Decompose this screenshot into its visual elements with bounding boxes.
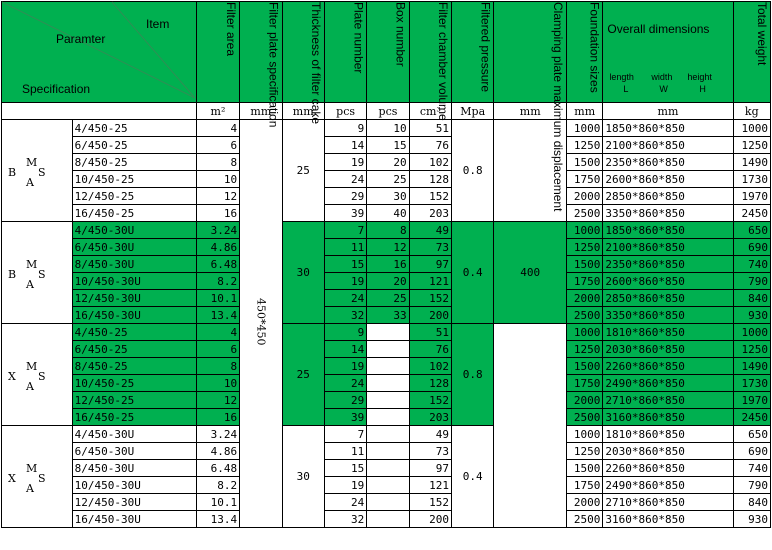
group-label-cell [2,120,73,222]
area-cell: 8 [196,358,239,375]
plate-spec-cell [240,120,282,528]
unit-pressure: Mpa [452,103,494,120]
model-cell: 12/450-30U [72,290,196,307]
group-label-mid: A [26,278,34,291]
area-cell: 8.2 [196,273,239,290]
area-cell: 16 [196,409,239,426]
foundation-cell: 1000 [567,222,603,239]
weight-cell: 840 [733,494,770,511]
foundation-cell: 2000 [567,494,603,511]
group-label-right: S [38,472,46,485]
weight-cell: 1730 [733,375,770,392]
l-label: L [623,84,629,94]
unit-spec-cell [2,103,197,120]
thickness-cell: 25 [282,324,324,426]
table-row [2,154,771,171]
overall-dimensions-cell: 2710*860*850 [603,392,733,409]
model-cell: 10/450-30U [72,273,196,290]
overall-dimensions-cell: 2100*860*850 [603,137,733,154]
volume-cell: 152 [409,494,451,511]
length-label: length [609,72,634,82]
displacement-cell: 400 [494,222,567,324]
foundation-cell: 1000 [567,426,603,443]
plate-count-cell: 32 [324,307,366,324]
volume-cell: 152 [409,290,451,307]
unit-volume: cm³ [409,103,451,120]
volume-cell: 76 [409,341,451,358]
table-row [2,205,771,222]
model-cell: 8/450-25 [72,358,196,375]
area-cell: 6 [196,137,239,154]
total-weight-header: Total weight [733,2,770,103]
height-label: height [687,72,712,82]
table-row [2,171,771,188]
volume-cell: 200 [409,307,451,324]
group-label-top: M [26,462,38,475]
box-count-cell: 25 [367,290,409,307]
area-cell: 6.48 [196,460,239,477]
width-label: width [651,72,673,82]
unit-thickness: mm [282,103,324,120]
table-row [2,324,771,341]
overall-dimensions-cell: 3160*860*850 [603,409,733,426]
foundation-cell: 1250 [567,341,603,358]
plate-count-cell: 24 [324,494,366,511]
volume-cell: 73 [409,239,451,256]
area-cell: 10.1 [196,494,239,511]
h-label: H [699,84,706,94]
model-cell: 12/450-25 [72,392,196,409]
volume-cell: 128 [409,171,451,188]
model-cell: 16/450-30U [72,511,196,528]
overall-dimensions-cell: 3350*860*850 [603,307,733,324]
overall-dimensions-cell: 2260*860*850 [603,460,733,477]
item-label: Item [146,17,170,31]
overall-dimensions-cell: 1810*860*850 [603,324,733,341]
table-row [2,460,771,477]
area-cell: 13.4 [196,511,239,528]
foundation-cell: 1500 [567,460,603,477]
weight-cell: 690 [733,239,770,256]
weight-cell: 1490 [733,358,770,375]
plate-count-cell: 39 [324,409,366,426]
volume-cell: 97 [409,256,451,273]
group-label-cell [2,426,73,528]
weight-cell: 650 [733,222,770,239]
overall-dimensions-cell: 2100*860*850 [603,239,733,256]
area-cell: 4.86 [196,443,239,460]
volume-cell: 51 [409,120,451,137]
table-row [2,392,771,409]
foundation-cell: 2000 [567,290,603,307]
volume-cell: 200 [409,511,451,528]
specification-label: Specification [22,82,91,96]
model-cell: 6/450-25 [72,137,196,154]
weight-cell: 1730 [733,171,770,188]
unit-plate: pcs [324,103,366,120]
volume-cell: 76 [409,137,451,154]
displacement-blank-bottom [494,324,567,528]
weight-cell: 690 [733,443,770,460]
weight-cell: 1970 [733,188,770,205]
box-count-cell: 40 [367,205,409,222]
weight-cell: 1250 [733,137,770,154]
thickness-cell: 25 [282,120,324,222]
group-label-cell [2,222,73,324]
group-label-right: S [38,268,46,281]
overall-dimensions-cell: 1810*860*850 [603,426,733,443]
plate-count-cell: 24 [324,290,366,307]
weight-cell: 2450 [733,409,770,426]
box-count-cell [367,511,409,528]
weight-cell: 790 [733,273,770,290]
header-row [2,2,771,103]
overall-dimensions-cell: 2030*860*850 [603,443,733,460]
weight-cell: 740 [733,256,770,273]
plate-count-cell: 14 [324,341,366,358]
foundation-sizes-header: Foundation sizes [567,2,603,103]
foundation-cell: 2500 [567,307,603,324]
table-row [2,120,771,137]
group-label-top: M [26,258,38,271]
weight-cell: 1250 [733,341,770,358]
box-count-cell [367,324,409,341]
volume-cell: 49 [409,426,451,443]
volume-cell: 102 [409,358,451,375]
box-count-cell: 12 [367,239,409,256]
overall-dimensions-cell: 2350*860*850 [603,256,733,273]
group-label-left: X [8,370,16,383]
overall-dimensions-cell: 3350*860*850 [603,205,733,222]
thickness-cell: 30 [282,426,324,528]
table-row [2,409,771,426]
model-cell: 6/450-25 [72,341,196,358]
group-label-cell [2,324,73,426]
area-cell: 3.24 [196,426,239,443]
box-count-cell: 8 [367,222,409,239]
box-count-cell: 16 [367,256,409,273]
volume-cell: 121 [409,273,451,290]
weight-cell: 740 [733,460,770,477]
plate-count-cell: 19 [324,477,366,494]
table-row [2,137,771,154]
model-cell: 4/450-25 [72,120,196,137]
box-count-cell [367,477,409,494]
unit-area: m² [196,103,239,120]
model-cell: 4/450-25 [72,324,196,341]
overall-dimensions-cell: 2260*860*850 [603,358,733,375]
area-cell: 6.48 [196,256,239,273]
cake-thickness-header: Thickness of filter cake [282,2,324,103]
volume-cell: 152 [409,188,451,205]
overall-dimensions-cell: 2490*860*850 [603,375,733,392]
weight-cell: 1490 [733,154,770,171]
plate-spec-value: 450*450 [254,298,268,346]
plate-count-cell: 19 [324,154,366,171]
group-label-left: B [8,166,17,179]
foundation-cell: 2500 [567,205,603,222]
box-count-cell: 15 [367,137,409,154]
table-row [2,426,771,443]
overall-dimensions-title: Overall dimensions [607,22,710,36]
foundation-cell: 1250 [567,137,603,154]
unit-foundation: mm [567,103,603,120]
box-count-cell [367,341,409,358]
plate-count-cell: 9 [324,324,366,341]
overall-dimensions-cell: 2600*860*850 [603,273,733,290]
pressure-cell: 0.8 [452,324,494,426]
model-cell: 6/450-30U [72,443,196,460]
table-row [2,358,771,375]
box-count-cell [367,460,409,477]
area-cell: 12 [196,392,239,409]
pressure-cell: 0.4 [452,222,494,324]
table-row [2,188,771,205]
box-count-cell [367,409,409,426]
area-cell: 10.1 [196,290,239,307]
overall-dimensions-cell: 1850*860*850 [603,222,733,239]
unit-weight: kg [733,103,770,120]
plate-number-header: Plate number [324,2,366,103]
foundation-cell: 1000 [567,120,603,137]
table-row [2,375,771,392]
box-count-cell: 25 [367,171,409,188]
table-row [2,290,771,307]
volume-cell: 152 [409,392,451,409]
overall-dimensions-cell: 2850*860*850 [603,188,733,205]
foundation-cell: 2500 [567,409,603,426]
plate-count-cell: 32 [324,511,366,528]
filtered-pressure-header: Filtered pressure [452,2,494,103]
model-cell: 12/450-25 [72,188,196,205]
overall-dimensions-header [603,2,733,103]
model-cell: 12/450-30U [72,494,196,511]
group-label-mid: A [26,380,34,393]
foundation-cell: 1750 [567,477,603,494]
plate-count-cell: 19 [324,358,366,375]
table-row [2,256,771,273]
weight-cell: 1970 [733,392,770,409]
item-parameter-header [2,2,197,103]
area-cell: 8 [196,154,239,171]
overall-dimensions-cell: 2030*860*850 [603,341,733,358]
model-cell: 10/450-25 [72,375,196,392]
model-cell: 16/450-25 [72,205,196,222]
overall-dimensions-cell: 2850*860*850 [603,290,733,307]
box-count-cell [367,494,409,511]
unit-displacement: mm [494,103,567,120]
foundation-cell: 1500 [567,358,603,375]
overall-dimensions-cell: 2350*860*850 [603,154,733,171]
foundation-cell: 1750 [567,273,603,290]
area-cell: 10 [196,375,239,392]
plate-count-cell: 11 [324,239,366,256]
volume-cell: 73 [409,443,451,460]
model-cell: 8/450-30U [72,256,196,273]
weight-cell: 840 [733,290,770,307]
unit-plate-spec: mm [240,103,282,120]
box-count-cell: 10 [367,120,409,137]
table-row [2,273,771,290]
foundation-cell: 1750 [567,171,603,188]
plate-count-cell: 7 [324,426,366,443]
box-count-cell: 20 [367,273,409,290]
group-label-right: S [38,370,46,383]
pressure-cell: 0.4 [452,426,494,528]
weight-cell: 1000 [733,324,770,341]
thickness-cell: 30 [282,222,324,324]
table-row [2,443,771,460]
box-number-header: Box number [367,2,409,103]
overall-dimensions-cell: 2710*860*850 [603,494,733,511]
volume-cell: 51 [409,324,451,341]
weight-cell: 930 [733,307,770,324]
model-cell: 16/450-30U [72,307,196,324]
volume-cell: 203 [409,205,451,222]
area-cell: 16 [196,205,239,222]
foundation-cell: 1000 [567,324,603,341]
foundation-cell: 1750 [567,375,603,392]
group-label-top: M [26,156,38,169]
area-cell: 4.86 [196,239,239,256]
chamber-volume-header: Filter chamber volume [409,2,451,103]
plate-count-cell: 9 [324,120,366,137]
box-count-cell [367,443,409,460]
group-label-mid: A [26,482,34,495]
volume-cell: 203 [409,409,451,426]
overall-dimensions-cell: 2600*860*850 [603,171,733,188]
area-cell: 4 [196,120,239,137]
plate-count-cell: 24 [324,171,366,188]
overall-dimensions-cell: 3160*860*850 [603,511,733,528]
unit-row [2,103,771,120]
area-cell: 8.2 [196,477,239,494]
model-cell: 8/450-30U [72,460,196,477]
group-label-mid: A [26,176,34,189]
pressure-cell: 0.8 [452,120,494,222]
area-cell: 4 [196,324,239,341]
area-cell: 13.4 [196,307,239,324]
plate-count-cell: 7 [324,222,366,239]
table-row [2,511,771,528]
w-label: W [659,84,668,94]
overall-dimensions-cell: 2490*860*850 [603,477,733,494]
plate-count-cell: 39 [324,205,366,222]
plate-count-cell: 29 [324,188,366,205]
foundation-cell: 2500 [567,511,603,528]
table-row [2,494,771,511]
box-count-cell [367,375,409,392]
table-row [2,477,771,494]
weight-cell: 1000 [733,120,770,137]
group-label-right: S [38,166,46,179]
model-cell: 4/450-30U [72,222,196,239]
area-cell: 10 [196,171,239,188]
clamping-displacement-header: Clamping plate maximum displacement [494,2,567,103]
box-count-cell [367,426,409,443]
weight-cell: 930 [733,511,770,528]
foundation-cell: 1250 [567,443,603,460]
box-count-cell: 30 [367,188,409,205]
unit-overall: mm [603,103,733,120]
filter-plate-spec-header: Filter plate specification [240,2,282,103]
box-count-cell [367,358,409,375]
table-row [2,239,771,256]
plate-count-cell: 19 [324,273,366,290]
model-cell: 4/450-30U [72,426,196,443]
box-count-cell: 33 [367,307,409,324]
area-cell: 6 [196,341,239,358]
volume-cell: 97 [409,460,451,477]
table-row [2,341,771,358]
plate-count-cell: 15 [324,256,366,273]
plate-count-cell: 24 [324,375,366,392]
volume-cell: 128 [409,375,451,392]
paramter-label: Paramter [56,32,106,46]
area-cell: 3.24 [196,222,239,239]
model-cell: 10/450-25 [72,171,196,188]
box-count-cell [367,392,409,409]
plate-count-cell: 29 [324,392,366,409]
volume-cell: 49 [409,222,451,239]
plate-count-cell: 14 [324,137,366,154]
weight-cell: 650 [733,426,770,443]
volume-cell: 102 [409,154,451,171]
group-label-left: X [8,472,16,485]
weight-cell: 790 [733,477,770,494]
table-row [2,222,771,239]
group-label-top: M [26,360,38,373]
area-cell: 12 [196,188,239,205]
foundation-cell: 1500 [567,154,603,171]
foundation-cell: 2000 [567,392,603,409]
model-cell: 16/450-25 [72,409,196,426]
table-row [2,307,771,324]
model-cell: 8/450-25 [72,154,196,171]
group-label-left: B [8,268,17,281]
model-cell: 10/450-30U [72,477,196,494]
box-count-cell: 20 [367,154,409,171]
foundation-cell: 1500 [567,256,603,273]
volume-cell: 121 [409,477,451,494]
plate-count-cell: 15 [324,460,366,477]
plate-count-cell: 11 [324,443,366,460]
spec-table [1,1,771,528]
foundation-cell: 2000 [567,188,603,205]
unit-box: pcs [367,103,409,120]
filter-area-header: Filter area [196,2,239,103]
weight-cell: 2450 [733,205,770,222]
overall-dimensions-cell: 1850*860*850 [603,120,733,137]
foundation-cell: 1250 [567,239,603,256]
model-cell: 6/450-30U [72,239,196,256]
